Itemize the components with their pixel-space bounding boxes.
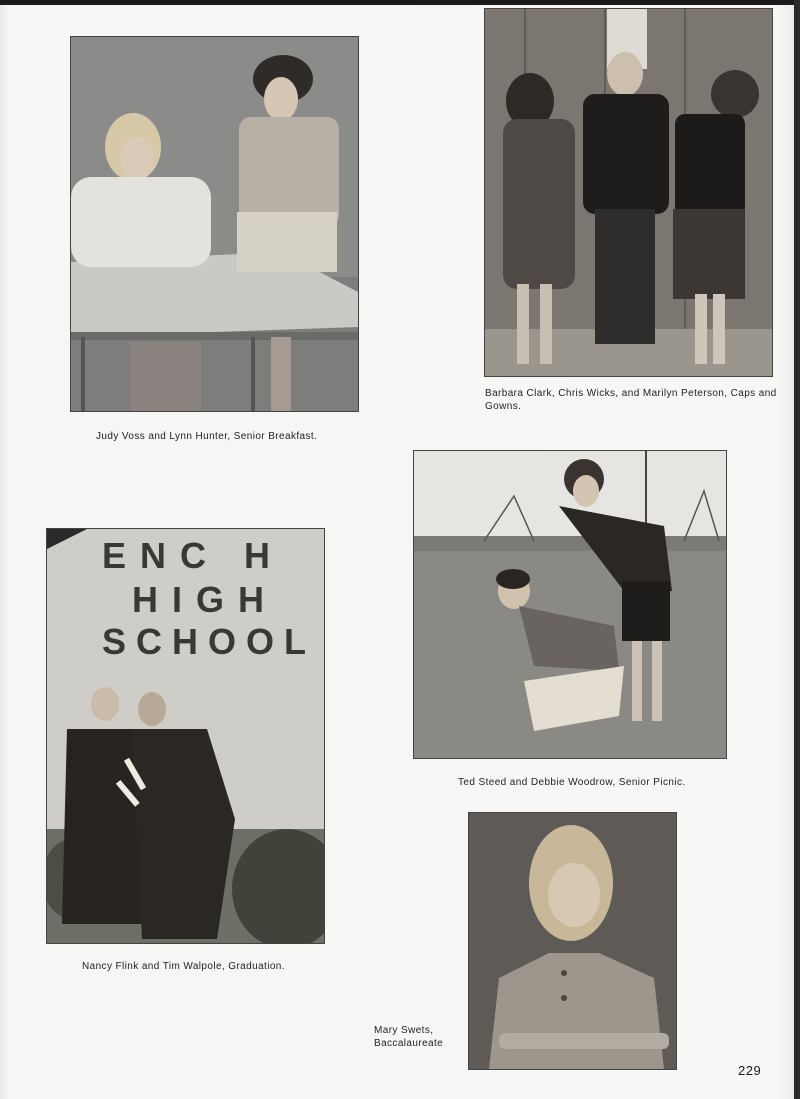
photo-baccalaureate [468, 812, 677, 1070]
caption-senior-picnic: Ted Steed and Debbie Woodrow, Senior Picnic. [458, 777, 686, 788]
school-sign-line2: HIGH [132, 579, 278, 620]
caps-gowns-illustration [485, 9, 772, 376]
photo-caps-and-gowns [484, 8, 773, 377]
baccalaureate-illustration [469, 813, 676, 1069]
caption-caps-and-gowns: Barbara Clark, Chris Wicks, and Marilyn Peterson, Caps and Gowns. [485, 388, 777, 412]
page-number: 229 [738, 1063, 762, 1078]
caption-baccalaureate-line2: Baccalaureate [374, 1038, 444, 1049]
caption-graduation: Nancy Flink and Tim Walpole, Graduation. [82, 961, 285, 972]
page-top-edge [0, 0, 800, 5]
page-right-edge [794, 0, 800, 1099]
breakfast-illustration [71, 37, 358, 411]
photo-graduation [46, 528, 325, 944]
picnic-illustration [414, 451, 726, 758]
caption-senior-breakfast: Judy Voss and Lynn Hunter, Senior Breakfast. [96, 431, 318, 442]
photo-senior-picnic [413, 450, 727, 759]
caption-baccalaureate-line1: Mary Swets, [374, 1025, 434, 1036]
school-sign-line1: ENC H [102, 535, 285, 576]
school-sign-line3: SCHOOL [102, 621, 317, 662]
photo-senior-breakfast [70, 36, 359, 412]
